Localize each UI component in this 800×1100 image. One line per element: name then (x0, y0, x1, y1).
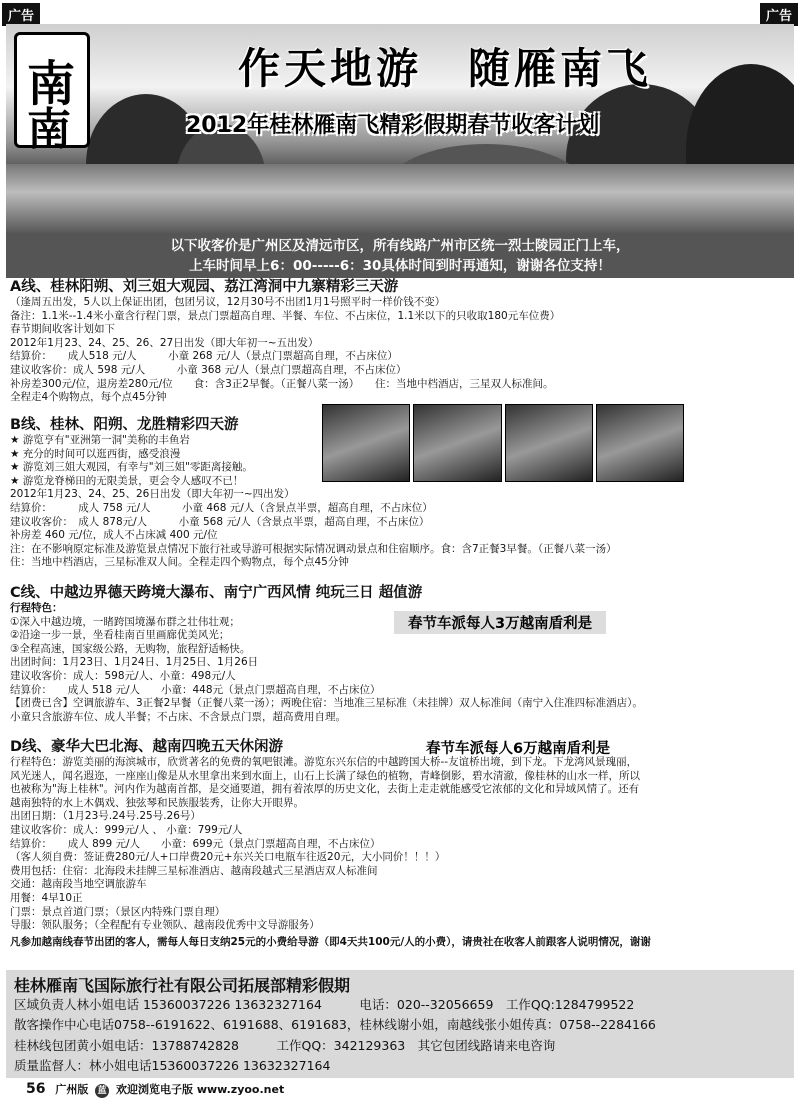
line-d-text: 越南独特的水上木偶戏、独弦琴和民族服装秀，让你大开眼界。 (10, 796, 304, 809)
line-c-text: ②沿途一步一景，坐看桂南百里画廊优美风光； (10, 629, 230, 642)
line-a-text: 补房差300元/位，退房差280元/位 食：含3正2早餐。（正餐八菜一汤） 住：当地中档酒店，三星双人标准间。 (10, 377, 554, 390)
boarding-notice: 以下收客价是广州区及清远市区，所有线路广州市区统一烈士陵园正门上车， 上车时间早上6：00-----6：30具体时间到时再通知，谢谢各位支持！ (6, 234, 794, 278)
line-b-text: 补房差 460 元/位，成人不占床减 400 元/位 (10, 529, 218, 542)
line-b-bullet: ★ 游览龙脊梯田的无限美景，更会令人感叹不已！ (10, 474, 244, 487)
line-c-text: 【团费已含】空调旅游车、3正餐2早餐（正餐八菜一汤）；两晚住宿：当地准三星标准（未挂牌）双人标准间（南宁入住准四标准酒店）。 (10, 697, 643, 710)
line-a-text: （逢周五出发，5人以上保证出团，包团另议，12月30号不出团1月1号照平时一样价钱不变） (10, 296, 446, 308)
line-c-section (10, 584, 790, 724)
line-d-text: 也被称为"海上桂林"。河内作为越南首都，是交通要道，拥有着浓厚的历史文化，去街上走走就能感受它浓郁的文化和异域风情了。还有 (10, 783, 640, 796)
line-d-text: 门票：景点首道门票；（景区内特殊门票自理） (10, 905, 226, 918)
line-c-text: 小童只含旅游车位、成人半餐；不占床、不含景点门票，超高费用自理。 (10, 710, 346, 723)
line-c-text: 出团时间：1月23日、1月24日、1月25日、1月26日 (10, 656, 259, 669)
edition-label: 广州版 (55, 1083, 89, 1096)
line-b-bullet: ★ 充分的时间可以逛西街，感受浪漫 (10, 447, 181, 460)
line-d-promo: 春节车派每人6万越南盾利是 (426, 741, 611, 757)
ad-label-left: 广告 (2, 3, 40, 26)
photo-village (413, 404, 501, 482)
line-d-text: 费用包括：住宿：北海段未挂牌三星标准酒店、越南段越式三星酒店双人标准间 (10, 864, 378, 877)
line-d-text: 用餐：4早10正 (10, 891, 83, 904)
line-c-text: ①深入中越边境，一睹跨国境瀑布群之壮伟壮观； (10, 615, 240, 628)
line-b-text: 住：当地中档酒店，三星标准双人间。全程走四个购物点，每个点45分钟 (10, 556, 349, 569)
company-name: 桂林雁南飞国际旅行社有限公司拓展部精彩假期 (14, 976, 351, 995)
line-d-text: （客人须自费：签证费280元/人+口岸费20元+东兴关口电瓶车往返20元，大小同价！！！） (10, 851, 446, 864)
line-a-text: 建议收客价：成人 598 元/人 小童 368 元/人（景点门票超高自理，不占床位） (10, 363, 407, 376)
contact-line: 质量监督人：林小姐电话15360037226 13632327164 (14, 1058, 331, 1073)
line-c-title: C线、中越边界德天跨境大瀑布、南宁广西风情 纯玩三日 超值游 (10, 585, 423, 601)
line-d-text: 行程特色：游览美丽的海滨城市，欣赏著名的免费的氧吧银滩。游览东兴东信的中越跨国大桥--友谊桥出境，到下龙。下龙湾风景瑰丽， (10, 756, 638, 768)
line-b-text: 2012年1月23、24、25、26日出发（即大年初一~四出发） (10, 488, 295, 501)
line-a-text: 全程走4个购物点，每个点45分钟 (10, 391, 167, 404)
page-number: 56 (26, 1081, 46, 1097)
line-c-text: 行程特色： (10, 602, 63, 614)
contact-line: 桂林线包团黄小姐电话：13788742828 工作QQ：342129363 其它包团线路请来电咨询 (14, 1038, 556, 1053)
line-a-text: 春节期间收客计划如下 (10, 323, 115, 336)
line-a-text: 备注：1.1米--1.4米小童含行程门票，景点门票超高自理、半餐、车位、不占床位，1.1米以下的只收取180元车位费） (10, 309, 561, 322)
line-d-text: 结算价： 成人 899 元/人 小童：699元（景点门票超高自理，不占床位） (10, 837, 381, 850)
line-c-text: 建议收客价：成人：598元/人、小童：498元/人 (10, 669, 236, 682)
page-footer (26, 1081, 284, 1098)
plan-title: 2012年桂林雁南飞精彩假期春节收客计划 (186, 113, 600, 138)
line-b-bullet: ★ 游览亨有"亚洲第一洞"美称的丰鱼岩 (10, 434, 190, 446)
line-b-text: 结算价： 成人 758 元/人 小童 468 元/人（含景点半票，超高自理，不占床位） (10, 501, 433, 514)
line-a-section (10, 278, 790, 405)
line-a-text: 2012年1月23、24、25、26、27日出发（即大年初一~五出发） (10, 336, 319, 349)
website-link[interactable]: 欢迎浏览电子版 www.zyoo.net (116, 1083, 285, 1096)
line-b-bullet: ★ 游览刘三姐大观园，有幸与"刘三姐"零距离接触。 (10, 461, 253, 474)
line-d-title: D线、豪华大巴北海、越南四晚五天休闲游 (10, 739, 284, 755)
line-b-text: 注：在不影响原定标准及游览景点情况下旅行社或导游可根据实际情况调动景点和住宿顺序。食：含7正餐3早餐。（正餐八菜一汤） (10, 542, 617, 555)
contact-line: 区域负责人林小姐电话 15360037226 13632327164 电话：020--32056659 工作QQ:1284799522 (14, 997, 635, 1012)
photo-night-statue (596, 404, 684, 482)
line-b-photos (322, 404, 684, 482)
river-image (6, 164, 794, 234)
line-c-text: ③全程高速，国家级公路，无购物，旅程舒适畅快。 (10, 642, 251, 655)
line-d-text: 风光迷人，闻名遐迩，一座座山像是从水里拿出来到水面上，山石上长满了绿色的植物，青峰倒影，碧水清澈，像桂林的山水一样，所以 (10, 769, 640, 782)
edition-badge: 蓝 (95, 1084, 109, 1098)
ad-label-right: 广告 (760, 3, 798, 26)
photo-performance (322, 404, 410, 482)
line-a-title: A线、桂林阳朔、刘三姐大观园、荔江湾洞中九寨精彩三天游 (10, 279, 399, 295)
line-c-promo: 春节车派每人3万越南盾利是 (394, 611, 606, 634)
line-d-section (10, 738, 790, 949)
slogan: 作天地游 随雁南飞 (238, 44, 653, 93)
line-d-text: 出团日期：（1月23号.24号.25号.26号） (10, 810, 201, 823)
photo-terraces (505, 404, 593, 482)
line-b-text: 建议收客价： 成人 878元/人 小童 568 元/人（含景点半票，超高自理，不占床位） (10, 515, 430, 528)
line-c-text: 结算价： 成人 518 元/人 小童：448元（景点门票超高自理，不占床位） (10, 683, 381, 696)
line-d-text: 建议收客价：成人：999元/人 、 小童：799元/人 (10, 823, 243, 836)
line-a-text: 结算价： 成人518 元/人 小童 268 元/人（景点门票超高自理，不占床位） (10, 350, 398, 363)
line-d-text: 交通：越南段当地空调旅游车 (10, 878, 147, 891)
tip-note: 凡参加越南线春节出团的客人，需每人每日支纳25元的小费给导游（即4天共100元/人的小费），请贵社在收客人前跟客人说明情况，谢谢 (10, 935, 651, 948)
line-b-title: B线、桂林、阳朔、龙胜精彩四天游 (10, 417, 239, 433)
line-d-text: 导服：领队服务；（全程配有专业领队、越南段优秀中文导游服务） (10, 919, 320, 932)
contact-line: 散客操作中心电话0758--6191622、6191688、6191683，桂林线谢小姐，南越线张小姐传真：0758--2284166 (14, 1017, 656, 1032)
brand-logo: 南 南 (14, 32, 90, 148)
hero-banner (6, 24, 794, 234)
